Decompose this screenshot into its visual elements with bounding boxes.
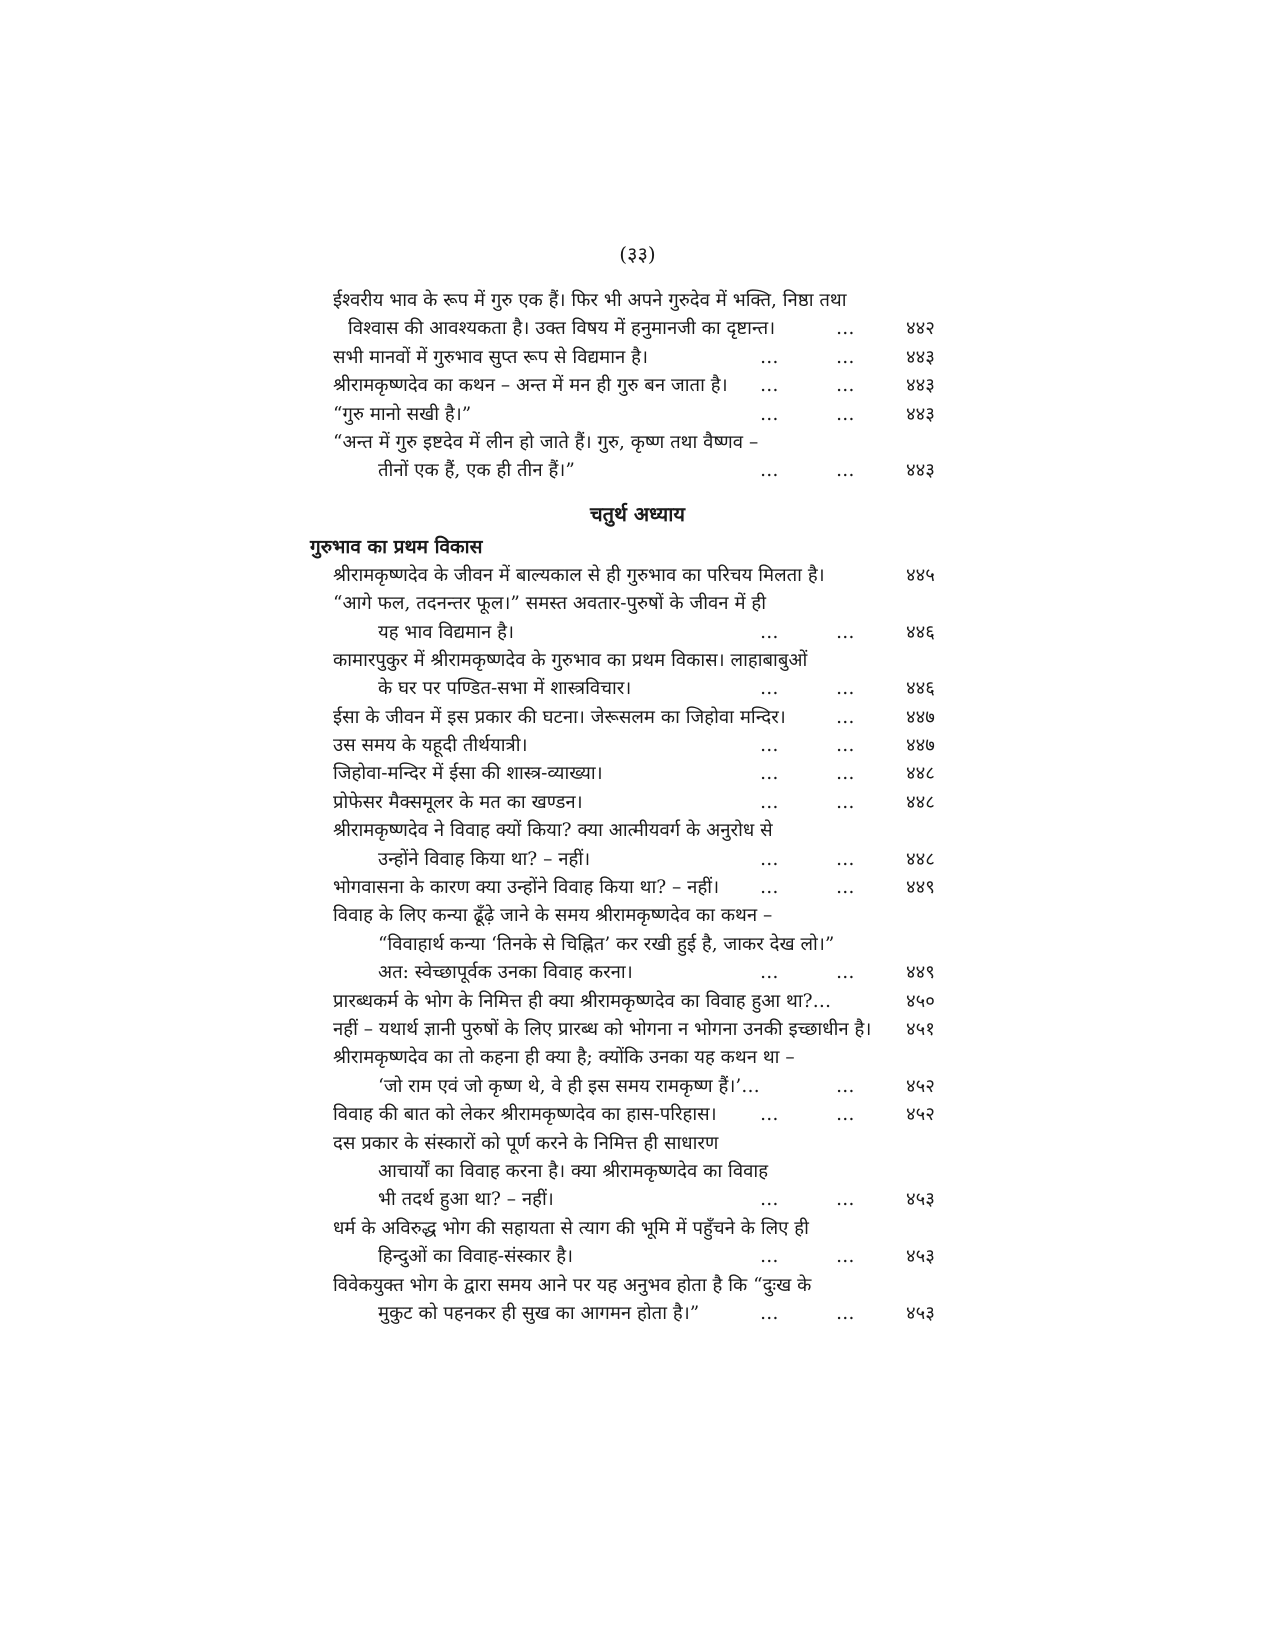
toc-entry-text: प्रारब्धकर्म के भोग के निमित्त ही क्या श्रीरामकृष्णदेव का विवाह हुआ था?… xyxy=(333,990,832,1012)
toc-page-number: ४४३ xyxy=(906,460,935,482)
table-of-contents xyxy=(0,287,1275,1328)
toc-entry xyxy=(0,401,1275,429)
toc-leader-dots: … xyxy=(760,678,779,700)
toc-leader-dots: … xyxy=(760,1189,779,1211)
toc-leader-dots: … xyxy=(760,791,779,813)
toc-leader-dots: … xyxy=(836,403,855,425)
toc-leader-dots: … xyxy=(760,763,779,785)
toc-page-number: ४५१ xyxy=(906,1018,935,1040)
toc-leader-dots: … xyxy=(836,763,855,785)
toc-leader-dots: … xyxy=(760,877,779,899)
toc-leader-dots: … xyxy=(760,1104,779,1126)
toc-entry xyxy=(0,988,1275,1016)
toc-entry xyxy=(0,590,1275,618)
toc-entry xyxy=(0,647,1275,675)
toc-leader-dots: … xyxy=(760,375,779,397)
toc-entry xyxy=(0,1073,1275,1101)
toc-entry-text: अत: स्वेच्छापूर्वक उनका विवाह करना। xyxy=(378,962,633,984)
toc-page-number: ४५३ xyxy=(906,1246,935,1268)
toc-entry xyxy=(0,732,1275,760)
toc-entry-text: दस प्रकार के संस्कारों को पूर्ण करने के निमित्त ही साधारण xyxy=(333,1132,719,1154)
toc-page-number: ४४३ xyxy=(906,375,935,397)
toc-page-number: ४४७ xyxy=(906,735,935,757)
toc-page-number: ४४८ xyxy=(906,848,935,870)
toc-entry xyxy=(0,287,1275,315)
section-title-row xyxy=(0,532,1275,562)
toc-page-number: ४४७ xyxy=(906,706,935,728)
toc-entry xyxy=(0,902,1275,930)
toc-page-number: ४४९ xyxy=(906,962,935,984)
toc-entry xyxy=(0,1272,1275,1300)
toc-page-number: ४४६ xyxy=(906,621,935,643)
toc-entry xyxy=(0,817,1275,845)
toc-entry-text: जिहोवा-मन्दिर में ईसा की शास्त्र-व्याख्या। xyxy=(333,763,603,785)
toc-page-number: ४४९ xyxy=(906,877,935,899)
toc-leader-dots: … xyxy=(760,848,779,870)
toc-leader-dots: … xyxy=(760,1302,779,1324)
toc-leader-dots: … xyxy=(760,460,779,482)
toc-page-number: ४५० xyxy=(906,990,935,1012)
toc-entry-text: धर्म के अविरुद्ध भोग की सहायता से त्याग की भूमि में पहुँचने के लिए ही xyxy=(333,1217,809,1239)
toc-entry xyxy=(0,874,1275,902)
toc-entry xyxy=(0,760,1275,788)
toc-entry-text: तीनों एक हैं, एक ही तीन हैं।” xyxy=(378,460,575,482)
page-number: (३३) xyxy=(619,242,656,266)
toc-entry xyxy=(0,1243,1275,1271)
toc-entry xyxy=(0,1016,1275,1044)
toc-entry-text: ‘जो राम एवं जो कृष्ण थे, वे ही इस समय रामकृष्ण हैं।’… xyxy=(378,1075,760,1097)
toc-entry-text: प्रोफेसर मैक्समूलर के मत का खण्डन। xyxy=(333,791,583,813)
toc-page-number: ४४६ xyxy=(906,678,935,700)
toc-entry-text: यह भाव विद्यमान है। xyxy=(378,621,514,643)
toc-entry-text: सभी मानवों में गुरुभाव सुप्त रूप से विद्यमान है। xyxy=(333,346,649,368)
toc-entry-text: “अन्त में गुरु इष्टदेव में लीन हो जाते हैं। गुरु, कृष्ण तथा वैष्णव – xyxy=(333,431,759,453)
toc-entry-text: मुकुट को पहनकर ही सुख का आगमन होता है।” xyxy=(378,1302,700,1324)
toc-page-number: ४५३ xyxy=(906,1189,935,1211)
toc-entry-text: विवेकयुक्त भोग के द्वारा समय आने पर यह अनुभव होता है कि “दुःख के xyxy=(333,1274,812,1296)
toc-leader-dots: … xyxy=(760,621,779,643)
toc-entry xyxy=(0,315,1275,343)
toc-page-number: ४४३ xyxy=(906,403,935,425)
toc-leader-dots: … xyxy=(836,1189,855,1211)
toc-entry xyxy=(0,1186,1275,1214)
toc-entry-text: उस समय के यहूदी तीर्थयात्री। xyxy=(333,735,528,757)
toc-entry xyxy=(0,429,1275,457)
section-title: गुरुभाव का प्रथम विकास xyxy=(310,535,483,558)
toc-entry xyxy=(0,1130,1275,1158)
toc-entry-text: विश्वास की आवश्यकता है। उक्त विषय में हनुमानजी का दृष्टान्त। xyxy=(348,318,776,340)
toc-leader-dots: … xyxy=(760,962,779,984)
toc-entry-text: “गुरु मानो सखी है।” xyxy=(333,403,472,425)
toc-entry xyxy=(0,704,1275,732)
toc-leader-dots: … xyxy=(836,1075,855,1097)
toc-entry-text: कामारपुकुर में श्रीरामकृष्णदेव के गुरुभाव का प्रथम विकास। लाहाबाबुओं xyxy=(333,649,808,671)
toc-entry xyxy=(0,1044,1275,1072)
toc-entry xyxy=(0,675,1275,703)
toc-entry-text: “आगे फल, तदनन्तर फूल।” समस्त अवतार-पुरुषों के जीवन में ही xyxy=(333,593,767,615)
toc-page-number: ४४२ xyxy=(906,318,935,340)
toc-page-number: ४५३ xyxy=(906,1302,935,1324)
toc-entry xyxy=(0,344,1275,372)
toc-leader-dots: … xyxy=(760,1246,779,1268)
toc-entry xyxy=(0,1215,1275,1243)
toc-leader-dots: … xyxy=(836,1104,855,1126)
toc-entry-text: उन्होंने विवाह किया था? – नहीं। xyxy=(378,848,591,870)
toc-leader-dots: … xyxy=(836,621,855,643)
toc-page-number: ४५२ xyxy=(906,1104,935,1126)
toc-entry-text: श्रीरामकृष्णदेव का तो कहना ही क्या है; क्योंकि उनका यह कथन था – xyxy=(333,1047,795,1069)
toc-entry xyxy=(0,372,1275,400)
toc-entry-text: भोगवासना के कारण क्या उन्होंने विवाह किया था? – नहीं। xyxy=(333,877,720,899)
toc-entry xyxy=(0,931,1275,959)
toc-entry xyxy=(0,619,1275,647)
toc-entry-text: के घर पर पण्डित-सभा में शास्त्रविचार। xyxy=(378,678,632,700)
toc-leader-dots: … xyxy=(836,962,855,984)
toc-entry xyxy=(0,562,1275,590)
toc-entry xyxy=(0,1158,1275,1186)
toc-entry xyxy=(0,846,1275,874)
chapter-title: चतुर्थ अध्याय xyxy=(589,501,686,526)
toc-entry xyxy=(0,1101,1275,1129)
toc-entry-text: विवाह के लिए कन्या ढूँढ़े जाने के समय श्रीरामकृष्णदेव का कथन – xyxy=(333,905,773,927)
toc-page-number: ४४८ xyxy=(906,763,935,785)
toc-leader-dots: … xyxy=(760,346,779,368)
toc-entry-text: नहीं – यथार्थ ज्ञानी पुरुषों के लिए प्रारब्ध को भोगना न भोगना उनकी इच्छाधीन है। xyxy=(333,1018,872,1040)
toc-entry-text: आचार्यों का विवाह करना है। क्या श्रीरामकृष्णदेव का विवाह xyxy=(378,1160,769,1182)
toc-leader-dots: … xyxy=(836,678,855,700)
toc-entry xyxy=(0,959,1275,987)
toc-leader-dots: … xyxy=(760,735,779,757)
toc-leader-dots: … xyxy=(760,403,779,425)
toc-page-number: ४४५ xyxy=(906,564,935,586)
toc-leader-dots: … xyxy=(836,1246,855,1268)
toc-leader-dots: … xyxy=(836,791,855,813)
toc-page-number: ४५२ xyxy=(906,1075,935,1097)
toc-leader-dots: … xyxy=(836,877,855,899)
toc-entry-text: श्रीरामकृष्णदेव के जीवन में बाल्यकाल से ही गुरुभाव का परिचय मिलता है। xyxy=(333,564,825,586)
toc-entry-text: हिन्दुओं का विवाह-संस्कार है। xyxy=(378,1246,574,1268)
toc-entry-text: “विवाहार्थ कन्या ‘तिनके से चिह्नित’ कर रखी हुई है, जाकर देख लो।” xyxy=(378,933,835,955)
toc-entry xyxy=(0,1300,1275,1328)
toc-leader-dots: … xyxy=(836,460,855,482)
toc-entry-text: श्रीरामकृष्णदेव ने विवाह क्यों किया? क्या आत्मीयवर्ग के अनुरोध से xyxy=(333,820,773,842)
toc-leader-dots: … xyxy=(836,375,855,397)
toc-entry-text: ईसा के जीवन में इस प्रकार की घटना। जेरूसलम का जिहोवा मन्दिर। xyxy=(333,706,786,728)
toc-leader-dots: … xyxy=(836,318,855,340)
toc-leader-dots: … xyxy=(836,706,855,728)
toc-entry-text: विवाह की बात को लेकर श्रीरामकृष्णदेव का हास-परिहास। xyxy=(333,1104,717,1126)
toc-page-number: ४४८ xyxy=(906,791,935,813)
toc-leader-dots: … xyxy=(836,848,855,870)
toc-entry-text: भी तदर्थ हुआ था? – नहीं। xyxy=(378,1189,554,1211)
toc-block-2 xyxy=(0,562,1275,1329)
toc-entry xyxy=(0,789,1275,817)
toc-entry xyxy=(0,457,1275,485)
toc-entry-text: श्रीरामकृष्णदेव का कथन – अन्त में मन ही गुरु बन जाता है। xyxy=(333,375,728,397)
toc-entry-text: ईश्वरीय भाव के रूप में गुरु एक हैं। फिर भी अपने गुरुदेव में भक्ति, निष्ठा तथा xyxy=(333,290,847,311)
toc-leader-dots: … xyxy=(836,735,855,757)
toc-block-1 xyxy=(0,287,1275,486)
toc-page-number: ४४३ xyxy=(906,346,935,368)
toc-leader-dots: … xyxy=(836,1302,855,1324)
toc-leader-dots: … xyxy=(836,346,855,368)
